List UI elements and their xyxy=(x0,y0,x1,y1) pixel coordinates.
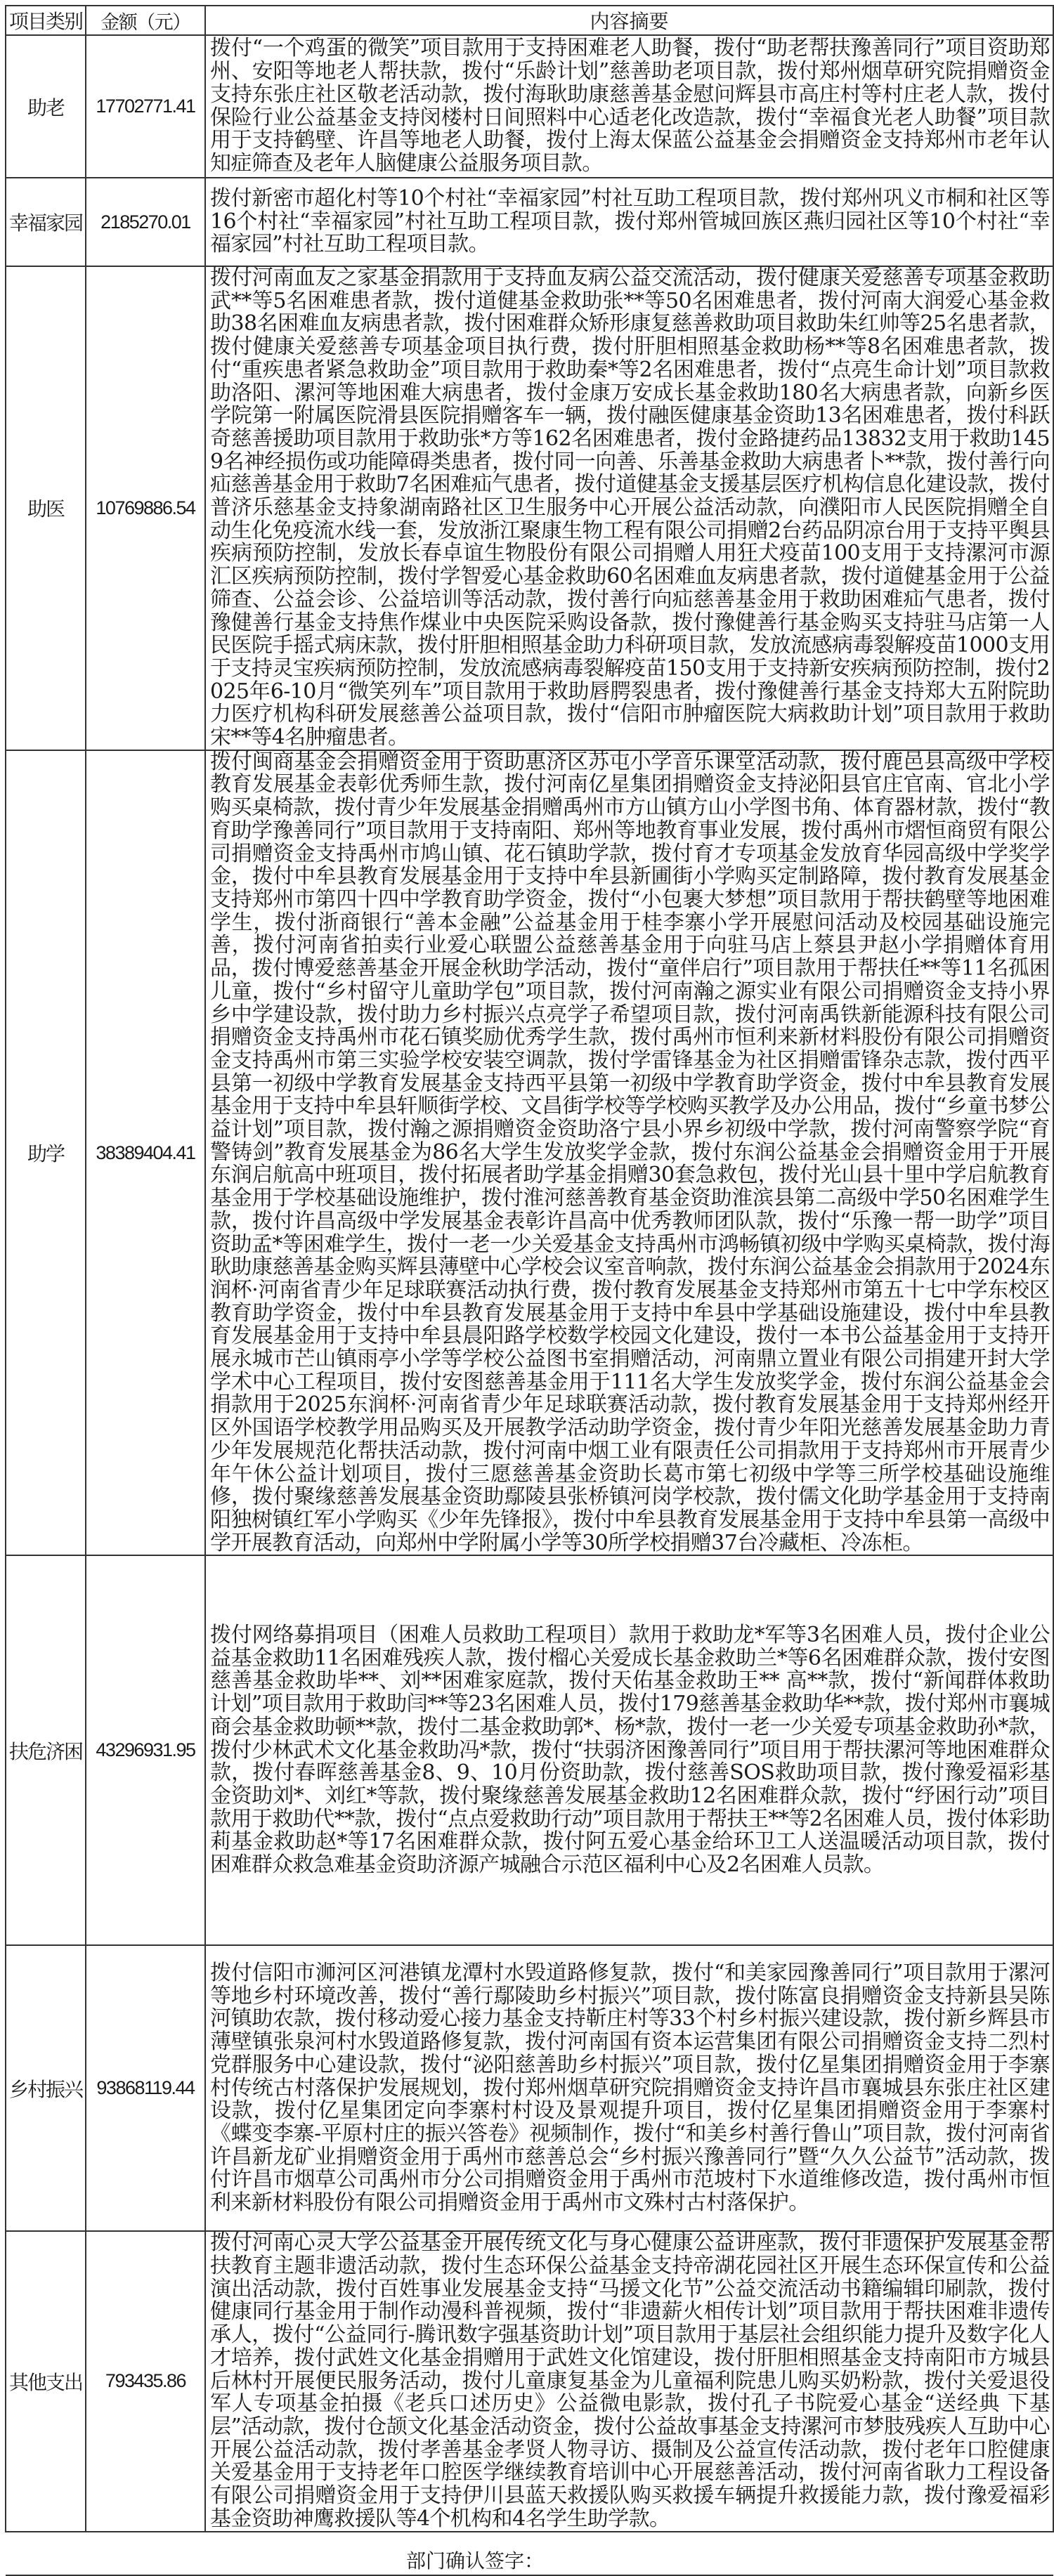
row-amount: 10769886.54 xyxy=(86,266,205,750)
signature-row xyxy=(6,2532,1053,2575)
row-amount: 38389404.41 xyxy=(86,750,205,1556)
row-category: 助医 xyxy=(6,266,86,750)
header-category: 项目类别 xyxy=(6,6,86,35)
table-row xyxy=(6,1555,1053,1945)
row-amount: 93868119.44 xyxy=(86,1945,205,2231)
row-summary: 拨付“一个鸡蛋的微笑”项目款用于支持困难老人助餐，拨付“助老帮扶豫善同行”项目资助郑州、安阳等地老人帮扶款，拨付“乐龄计划”慈善助老项目款，拨付郑州烟草研究院捐赠资金支持东张庄社区敬老活动款，拨付海耿助康慈善基金慰问辉县市高庄村等村庄老人款，拨付保险行业公益基金支持闵楼村日间照料中心适老化改造款，拨付“幸福食光老人助餐”项目款用于支持鹤壁、许昌等地老人助餐，拨付上海太保蓝公益基金会捐赠资金支持郑州市老年认知症筛查及老年人脑健康公益服务项目款。 xyxy=(205,35,1053,178)
row-amount: 17702771.41 xyxy=(86,35,205,178)
header-amount: 金额（元） xyxy=(86,6,205,35)
row-category: 扶危济困 xyxy=(6,1555,86,1945)
table-row xyxy=(6,1945,1053,2231)
table-row xyxy=(6,266,1053,750)
row-summary: 拨付信阳市浉河区河港镇龙潭村水毁道路修复款，拨付“和美家园豫善同行”项目款用于漯河等地乡村环境改善，拨付“善行鄢陵助乡村振兴”项目款，拨付陈富良捐赠资金支持新县吴陈河镇助农款，拨付移动爱心接力基金支持靳庄村等33个村乡村振兴建设款，拨付新乡辉县市薄壁镇张泉河村水毁道路修复款，拨付河南国有资本运营集团有限公司捐赠资金支持二烈村党群服务中心建设款，拨付“泌阳慈善助乡村振兴”项目款，拨付亿星集团捐赠资金用于李寨村传统古村落保护发展规划，拨付郑州烟草研究院捐赠资金支持许昌市襄城县东张庄社区建设款，拨付亿星集团定向李寨村村设及景观提升项目，拨付亿星集团捐赠资金用于李寨村《蝶变李寨-平原村庄的振兴答卷》视频制作，拨付“和美乡村善行鲁山”项目款，拨付河南省许昌新龙矿业捐赠资金用于禹州市慈善总会“乡村振兴豫善同行”暨“久久公益节”活动款，拨付许昌市烟草公司禹州市分公司捐赠资金用于禹州市范坡村下水道维修改造，拨付禹州市恒利来新材料股份有限公司捐赠资金用于禹州市文殊村古村落保护。 xyxy=(205,1945,1053,2231)
row-summary: 拨付河南血友之家基金捐款用于支持血友病公益交流活动，拨付健康关爱慈善专项基金救助武**等5名困难患者款，拨付道健基金救助张**等50名困难患者，拨付河南大润爱心基金救助38名困难血友病患者款，拨付困难群众矫形康复慈善救助项目救助朱红帅等25名患者款，拨付健康关爱慈善专项基金项目执行费，拨付肝胆相照基金救助杨**等8名困难患者款，拨付“重疾患者紧急救助金”项目款用于救助秦*等2名困难患者，拨付“点亮生命计划”项目款救助洛阳、漯河等地困难大病患者，拨付金康万安成长基金救助180名大病患者款，向新乡医学院第一附属医院滑县医院捐赠客车一辆，拨付融医健康基金资助13名困难患者，拨付科跃奇慈善援助项目款用于救助张*方等162名困难患者，拨付金路捷药品13832支用于救助1459名神经损伤或功能障碍类患者，拨付同一向善、乐善基金救助大病患者卜**款，拨付善行向疝慈善基金用于救助7名困难疝气患者，拨付道健基金支援基层医疗机构信息化建设款，拨付普济乐慈基金支持象湖南路社区卫生服务中心开展公益活动款，向濮阳市人民医院捐赠全自动生化免疫流水线一套，发放浙江聚康生物工程有限公司捐赠2台药品阴凉台用于支持平舆县疾病预防控制，发放长春卓谊生物股份有限公司捐赠人用狂犬疫苗100支用于支持漯河市源汇区疾病预防控制，拨付学智爱心基金救助60名困难血友病患者款，拨付道健基金用于公益筛查、公益会诊、公益培训等活动款，拨付善行向疝慈善基金用于救助困难疝气患者，拨付豫健善行基金支持焦作煤业中央医院采购设备款，拨付豫健善行基金购买支持驻马店第一人民医院手摇式病床款，拨付肝胆相照基金助力科研项目款，发放流感病毒裂解疫苗1000支用于支持灵宝疾病预防控制，发放流感病毒裂解疫苗150支用于支持新安疾病预防控制，拨付2025年6-10月“微笑列车”项目款用于救助唇腭裂患者，拨付豫健善行基金支持郑大五附院助力医疗机构科研发展慈善公益项目款，拨付“信阳市肿瘤医院大病救助计划”项目款用于救助宋**等4名肿瘤患者。 xyxy=(205,266,1053,750)
table-row xyxy=(6,178,1053,266)
row-category: 幸福家园 xyxy=(6,178,86,266)
row-category: 助学 xyxy=(6,750,86,1556)
table-row xyxy=(6,2231,1053,2531)
expenditure-table xyxy=(5,5,1054,2576)
header-summary: 内容摘要 xyxy=(205,6,1053,35)
signature-cell xyxy=(6,2532,1053,2575)
row-category: 其他支出 xyxy=(6,2231,86,2531)
row-amount: 43296931.95 xyxy=(86,1555,205,1945)
table-row xyxy=(6,35,1053,178)
row-summary: 拨付新密市超化村等10个村社“幸福家园”村社互助工程项目款，拨付郑州巩义市桐和社区等16个村社“幸福家园”村社互助工程项目款，拨付郑州管城回族区燕归园社区等10个村社“幸福家园”村社互助工程项目款。 xyxy=(205,178,1053,266)
table-row xyxy=(6,750,1053,1556)
table-header-row xyxy=(6,6,1053,35)
row-category: 助老 xyxy=(6,35,86,178)
row-amount: 2185270.01 xyxy=(86,178,205,266)
row-category: 乡村振兴 xyxy=(6,1945,86,2231)
row-amount: 793435.86 xyxy=(86,2231,205,2531)
row-summary: 拨付河南心灵大学公益基金开展传统文化与身心健康公益讲座款，拨付非遗保护发展基金帮扶教育主题非遗活动款，拨付生态环保公益基金支持帝湖花园社区开展生态环保宣传和公益演出活动款，拨付百姓事业发展基金支持“马援文化节”公益交流活动书籍编辑印刷款，拨付健康同行基金用于制作动漫科普视频，拨付“非遗薪火相传计划”项目款用于帮扶困难非遗传承人，拨付“公益同行-腾讯数字强基资助计划”项目款用于基层社会组织能力提升及数字化人才培养，拨付武姓文化基金捐赠用于武姓文化馆建设，拨付肝胆相照基金支持南阳市方城县后林村开展便民服务活动，拨付儿童康复基金为儿童福利院患儿购买奶粉款，拨付关爱退役军人专项基金拍摄《老兵口述历史》公益微电影款，拨付孔子书院爱心基金“送经典 下基层”活动款，拨付仓颉文化基金活动资金，拨付公益故事基金支持漯河市梦肢残疾人互助中心开展公益活动款，拨付孝善基金孝贤人物寻访、摄制及公益宣传活动款，拨付老年口腔健康关爱基金用于支持老年口腔医学继续教育培训中心开展慈善活动，拨付河南省耿力工程设备有限公司捐赠资金用于支持伊川县蓝天救援队购买救援车辆提升救援能力款，拨付豫爱福彩基金资助神鹰救援队等4个机构和4名学生助学款。 xyxy=(205,2231,1053,2531)
signature-label: 部门确认签字： xyxy=(406,2549,545,2572)
row-summary: 拨付闽商基金会捐赠资金用于资助惠济区苏屯小学音乐课堂活动款，拨付鹿邑县高级中学校教育发展基金表彰优秀师生款，拨付河南亿星集团捐赠资金支持泌阳县官庄官南、官北小学购买桌椅款，拨付青少年发展基金捐赠禹州市方山镇方山小学图书角、体育器材款，拨付“教育助学豫善同行”项目款用于支持南阳、郑州等地教育事业发展，拨付禹州市熠恒商贸有限公司捐赠资金支持禹州市鸠山镇、花石镇助学款，拨付育才专项基金发放育华园高级中学奖学金，拨付中牟县教育发展基金用于支持中牟县新圃街小学购买定制路障，拨付教育发展基金支持郑州市第四十四中学教育助学资金，拨付“小包裹大梦想”项目款用于帮扶鹤壁等地困难学生，拨付浙商银行“善本金融”公益基金用于桂李寨小学开展慰问活动及校园基础设施完善，拨付河南省拍卖行业爱心联盟公益慈善基金用于向驻马店上蔡县尹赵小学捐赠体育用品，拨付博爱慈善基金开展金秋助学活动，拨付“童伴启行”项目款用于帮扶任**等11名孤困儿童，拨付“乡村留守儿童助学包”项目款，拨付河南瀚之源实业有限公司捐赠资金支持小界乡中学建设款，拨付助力乡村振兴点亮学子希望项目款，拨付河南禹铁新能源科技有限公司捐赠资金支持禹州市花石镇奖励优秀学生款，拨付禹州市恒利来新材料股份有限公司捐赠资金支持禹州市第三实验学校安装空调款，拨付学雷锋基金为社区捐赠雷锋杂志款，拨付西平县第一初级中学教育发展基金支持西平县第一初级中学教育助学资金，拨付中牟县教育发展基金用于支持中牟县轩顺街学校、文昌街学校等学校购买教学及办公用品，拨付“乡童书梦公益计划”项目款，拨付瀚之源捐赠资金资助洛宁县小界乡初级中学款，拨付河南警察学院“育警铸剑”教育发展基金为86名大学生发放奖学金款，拨付东润公益基金会捐赠资金用于开展东润启航高中班项目，拨付拓展者助学基金捐赠30套急救包，拨付光山县十里中学启航教育基金用于学校基础设施维护，拨付淮河慈善教育基金资助淮滨县第二高级中学50名困难学生款，拨付许昌高级中学发展基金表彰许昌高中优秀教师团队款，拨付“乐豫一帮一助学”项目资助孟*等困难学生，拨付一老一少关爱基金支持禹州市鸿畅镇初级中学购买桌椅款，拨付海耿助康慈善基金购买辉县薄壁中心学校会议室音响款，拨付东润公益基金会捐款用于2024东润杯·河南省青少年足球联赛活动执行费，拨付教育发展基金支持郑州市第五十七中学东校区教育助学资金，拨付中牟县教育发展基金用于支持中牟县中学基础设施建设，拨付中牟县教育发展基金用于支持中牟县晨阳路学校数学校园文化建设，拨付一本书公益基金用于支持开展永城市芒山镇雨亭小学等学校公益图书室捐赠活动，河南鼎立置业有限公司捐建开封大学学术中心工程项目，拨付安图慈善基金用于111名大学生发放奖学金，拨付东润公益基金会捐款用于2025东润杯·河南省青少年足球联赛活动款，拨付教育发展基金用于支持郑州经开区外国语学校教学用品购买及开展教学活动助学资金，拨付青少年阳光慈善发展基金助力青少年发展规范化帮扶活动款，拨付河南中烟工业有限责任公司捐款用于支持郑州市开展青少年午休公益计划项目，拨付三愿慈善基金资助长葛市第七初级中学等三所学校基础设施维修，拨付聚缘慈善发展基金资助鄢陵县张桥镇河岗学校款，拨付儒文化助学基金用于支持南阳独树镇红军小学购买《少年先锋报》，拨付中牟县教育发展基金用于支持中牟县第一高级中学开展教育活动，向郑州中学附属小学等30所学校捐赠37台冷藏柜、冷冻柜。 xyxy=(205,750,1053,1556)
row-summary: 拨付网络募捐项目（困难人员救助工程项目）款用于救助龙*军等3名困难人员，拨付企业公益基金救助11名困难残疾人款，拨付榴心关爱成长基金救助兰*等6名困难群众款，拨付安图慈善基金救助毕**、刘**困难家庭款，拨付天佑基金救助王** 高**款，拨付“新闻群体救助计划”项目款用于救助闫**等23名困难人员，拨付179慈善基金救助华**款，拨付郑州市襄城商会基金救助顿**款，拨付二基金救助郭*、杨*款，拨付一老一少关爱专项基金救助孙*款，拨付少林武术文化基金救助冯*款，拨付“扶弱济困豫善同行”项目用于帮扶漯河等地困难群众款，拨付春晖慈善基金8、9、10月份资助款，拨付慈善SOS救助项目款，拨付豫爱福彩基金资助刘*、刘红*等款，拨付聚缘慈善发展基金救助12名困难群众款，拨付“纾困行动”项目款用于救助代**款，拨付“点点爱救助行动”项目款用于帮扶王**等2名困难人员，拨付体彩助莉基金救助赵*等17名困难群众款，拨付阿五爱心基金给环卫工人送温暖活动项目款，拨付困难群众救急难基金资助济源产城融合示范区福利中心及2名困难人员款。 xyxy=(205,1555,1053,1945)
